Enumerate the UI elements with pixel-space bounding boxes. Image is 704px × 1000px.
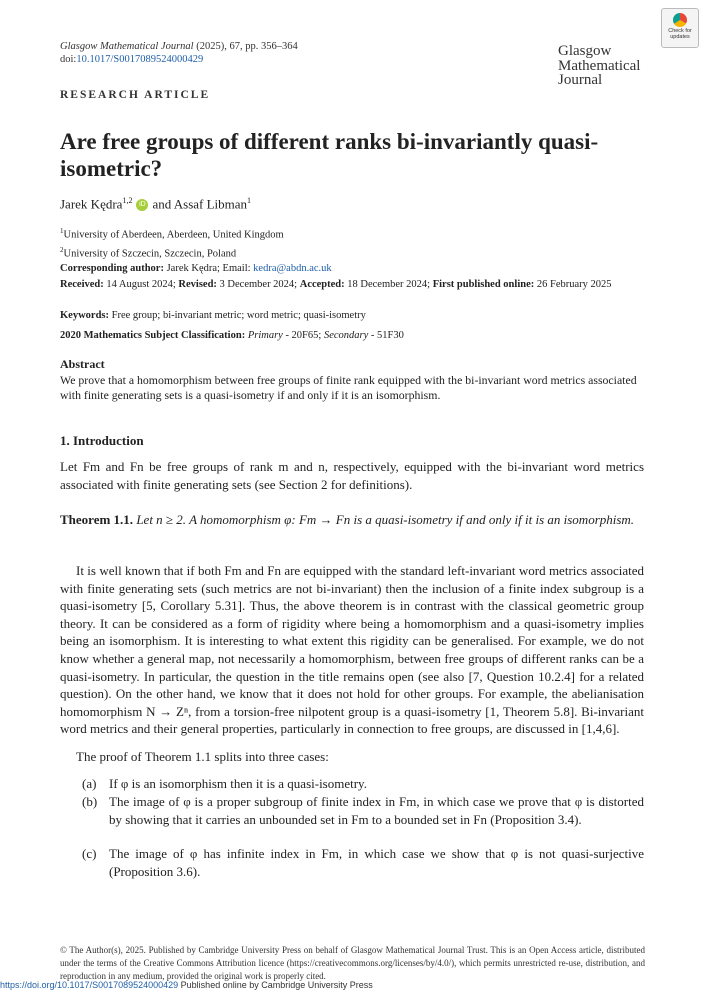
msc-primary-label: Primary xyxy=(247,330,283,341)
case-item xyxy=(82,775,644,793)
case-text: If φ is an isomorphism then it is a quasi-isometry. xyxy=(109,776,367,791)
journal-reference xyxy=(60,40,298,66)
page-title: Are free groups of different ranks bi-invariantly quasi-isometric? xyxy=(60,129,599,181)
affiliations xyxy=(60,224,332,276)
journal-logo-line2: Mathematical xyxy=(558,57,641,74)
published-by-text: Published online by Cambridge University Press xyxy=(180,980,373,990)
article-type: RESEARCH ARTICLE xyxy=(60,89,211,101)
received-label: Received: xyxy=(60,279,104,290)
article-dates xyxy=(60,277,645,292)
accepted-label: Accepted: xyxy=(299,279,345,290)
accepted-date: 18 December 2024; xyxy=(347,279,431,290)
abstract-text: We prove that a homomorphism between free groups of finite rank equipped with the bi-invariant word metrics associated with finite generating sets is a quasi-isometry if and only if it is an isomorphism. xyxy=(60,373,637,402)
case-key: (c) xyxy=(82,846,97,861)
crossmark-icon xyxy=(673,13,687,27)
orcid-icon[interactable]: iD xyxy=(136,199,148,211)
aff2-sup: 2 xyxy=(60,245,64,254)
case-key: (a) xyxy=(82,776,97,791)
revised-label: Revised: xyxy=(178,279,217,290)
doi-label: doi: xyxy=(60,54,77,65)
received-date: 14 August 2024; xyxy=(106,279,176,290)
author-1[interactable]: Jarek Kędra xyxy=(60,196,123,212)
proof-intro: The proof of Theorem 1.1 splits into three cases: xyxy=(76,749,329,764)
journal-name: Glasgow Mathematical Journal xyxy=(60,41,194,52)
keywords-label: Keywords: xyxy=(60,310,109,321)
theorem-text: Let n ≥ 2. A homomorphism φ: Fm → Fn is a quasi-isometry if and only if it is an isomorphism. xyxy=(136,512,635,527)
journal-logo xyxy=(558,44,640,88)
author-2[interactable]: and Assaf Libman xyxy=(152,196,248,212)
badge-line2: updates xyxy=(670,34,690,40)
msc-primary: - 20F65; xyxy=(285,330,322,341)
author-1-affil: 1,2 xyxy=(122,196,133,205)
abstract-heading: Abstract xyxy=(60,357,105,371)
doi-url-link[interactable]: https://doi.org/10.1017/S0017089524000429 xyxy=(0,980,179,990)
keywords xyxy=(60,308,366,323)
published-label: First published online: xyxy=(432,279,535,290)
author-list xyxy=(60,196,251,212)
case-item xyxy=(82,793,644,828)
journal-logo-line1: Glasgow xyxy=(558,43,612,59)
badge-line1: Check for xyxy=(668,28,692,34)
body-paragraph: It is well known that if both Fm and Fn are equipped with the standard left-invariant word metrics associated with finite generating sets (such metrics are not bi-invariant) then the inclusion of a finite index subgroup is a quasi-isometry [5, Corollary 5.31]. Thus, the above theorem is in contrast with the classical geometric group theory. It can be considered as a form of rigidity where being a homomorphism and a quasi-isometry implies being an isomorphism. It is interesting to what extent this rigidity can be generalised. For example, we do not know whether a general map, not necessarily a homomorphism, between free groups of different ranks can be a quasi-isometry. In particular, the question in the title remains open (see also [7, Question 10.2.4] for a related question). On the other hand, we know that it does not hold for other groups. For example, the abelianisation homomorphism N → Zⁿ, from a torsion-free nilpotent group is a quasi-isometry [1, Theorem 5.8]. Bi-invariant word metrics and their general properties, particularly in connection to free groups, are discussed in [1,4,6]. xyxy=(60,563,644,737)
bottom-bar xyxy=(0,980,373,990)
journal-year-volume: (2025), 67, pp. 356–364 xyxy=(196,41,298,52)
theorem-label: Theorem 1.1. xyxy=(60,512,134,527)
corresponding-text: Jarek Kędra; Email: xyxy=(166,263,251,274)
doi-link[interactable]: 10.1017/S0017089524000429 xyxy=(76,54,204,65)
check-for-updates-badge[interactable] xyxy=(661,8,699,48)
case-text: The image of φ has infinite index in Fm, in which case we show that φ is not quasi-surjective (Proposition 3.6). xyxy=(109,846,644,879)
theorem-1-1 xyxy=(60,511,644,529)
journal-logo-line3: Journal xyxy=(558,72,603,88)
license-footnote: © The Author(s), 2025. Published by Cambridge University Press on behalf of Glasgow Mathematical Journal Trust. This is an Open Access article, distributed under the terms of the Creative Commons Attribution licence (https://creativecommons.org/licenses/by/4.0/), which permits unrestricted re-use, distribution, and reproduction in any medium, provided the original work is properly cited. xyxy=(60,945,645,981)
keywords-text: Free group; bi-invariant metric; word metric; quasi-isometry xyxy=(111,310,366,321)
published-date: 26 February 2025 xyxy=(536,279,612,290)
msc-label: 2020 Mathematics Subject Classification: xyxy=(60,330,246,341)
case-item xyxy=(82,845,644,880)
revised-date: 3 December 2024; xyxy=(219,279,298,290)
email-link[interactable]: kedra@abdn.ac.uk xyxy=(253,263,332,274)
intro-paragraph: Let Fm and Fn be free groups of rank m and n, respectively, equipped with the bi-invariant word metrics associated with finite generating sets (see Section 2 for definitions). xyxy=(60,459,644,492)
case-key: (b) xyxy=(82,794,98,809)
msc-secondary-label: Secondary xyxy=(323,330,369,341)
msc-classification xyxy=(60,328,404,343)
aff1-sup: 1 xyxy=(60,227,64,235)
affiliation-2: University of Szczecin, Szczecin, Poland xyxy=(63,248,237,259)
case-text: The image of φ is a proper subgroup of finite index in Fm, in which case we prove that φ is distorted by showing that it carries an unbounded set in Fm to a bounded set in Fn (Proposition 3.4). xyxy=(109,794,644,827)
corresponding-label: Corresponding author: xyxy=(60,263,164,274)
section-heading: 1. Introduction xyxy=(60,433,144,448)
msc-secondary: - 51F30 xyxy=(370,330,404,341)
affiliation-1: University of Aberdeen, Aberdeen, United Kingdom xyxy=(63,229,284,241)
author-2-affil: 1 xyxy=(247,196,252,205)
